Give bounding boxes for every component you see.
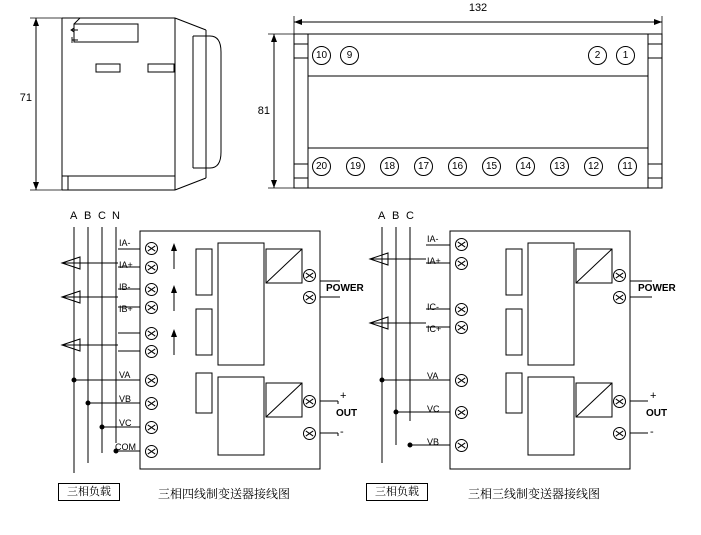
phase-label-b: B: [392, 210, 400, 222]
phase-label-c: C: [98, 210, 106, 222]
power-label: POWER: [638, 283, 676, 294]
diagram-caption-four-wire: 三相四线制变送器接线图: [158, 487, 291, 501]
screw-terminal[interactable]: [455, 374, 468, 387]
phase-label-b: B: [84, 210, 92, 222]
screw-terminal[interactable]: [145, 261, 158, 274]
screw-terminal[interactable]: [145, 374, 158, 387]
terminal-9[interactable]: 9: [340, 46, 359, 65]
terminal-2[interactable]: 2: [588, 46, 607, 65]
screw-terminal[interactable]: [613, 291, 626, 304]
screw-terminal[interactable]: [145, 345, 158, 358]
terminal-19[interactable]: 19: [346, 157, 365, 176]
output-label: OUT: [336, 408, 358, 419]
screw-terminal[interactable]: [455, 406, 468, 419]
terminal-label-ib-plus: IB+: [119, 304, 133, 314]
terminal-14[interactable]: 14: [516, 157, 535, 176]
terminal-10[interactable]: 10: [312, 46, 331, 65]
output-plus-sign: +: [340, 390, 347, 402]
terminal-13[interactable]: 13: [550, 157, 569, 176]
side-view-height-dim: 71: [19, 92, 32, 104]
screw-terminal[interactable]: [455, 257, 468, 270]
screw-terminal[interactable]: [145, 397, 158, 410]
terminal-label-ia-minus: IA-: [119, 238, 131, 248]
screw-terminal[interactable]: [303, 291, 316, 304]
load-label: 三相负载: [67, 485, 111, 498]
terminal-17[interactable]: 17: [414, 157, 433, 176]
screw-terminal[interactable]: [455, 321, 468, 334]
terminal-label-ib-minus: IB-: [119, 282, 131, 292]
output-minus-sign: -: [340, 426, 344, 438]
terminal-label-vc: VC: [119, 418, 132, 428]
load-label-box: [366, 483, 428, 501]
screw-terminal[interactable]: [613, 395, 626, 408]
screw-terminal[interactable]: [303, 427, 316, 440]
output-label: OUT: [646, 408, 668, 419]
terminal-label-vb: VB: [427, 437, 440, 447]
side-view: [0, 0, 270, 200]
load-label: 三相负载: [375, 485, 419, 498]
screw-terminal[interactable]: [145, 327, 158, 340]
output-plus-sign: +: [650, 390, 657, 402]
terminal-label-ia-plus: IA+: [119, 260, 133, 270]
terminal-label-vb: VB: [119, 394, 132, 404]
screw-terminal[interactable]: [455, 439, 468, 452]
front-view-width-dim: 132: [468, 2, 488, 14]
wiring-diagram-four-wire: [0, 205, 364, 535]
screw-terminal[interactable]: [303, 395, 316, 408]
terminal-1[interactable]: 1: [616, 46, 635, 65]
screw-terminal[interactable]: [145, 283, 158, 296]
terminal-label-va: VA: [119, 370, 131, 380]
terminal-label-va: VA: [427, 371, 439, 381]
screw-terminal[interactable]: [613, 269, 626, 282]
terminal-12[interactable]: 12: [584, 157, 603, 176]
terminal-16[interactable]: 16: [448, 157, 467, 176]
phase-label-n: N: [112, 210, 120, 222]
front-view: [257, 0, 701, 200]
power-label: POWER: [326, 283, 364, 294]
terminal-11[interactable]: 11: [618, 157, 637, 176]
terminal-label-ic-minus: IC-: [427, 302, 439, 312]
wiring-diagram-three-wire: [352, 205, 701, 535]
screw-terminal[interactable]: [145, 242, 158, 255]
terminal-15[interactable]: 15: [482, 157, 501, 176]
diagram-caption-three-wire: 三相三线制变送器接线图: [468, 487, 601, 501]
screw-terminal[interactable]: [145, 421, 158, 434]
front-view-height-dim: 81: [257, 105, 270, 117]
screw-terminal[interactable]: [613, 427, 626, 440]
terminal-20[interactable]: 20: [312, 157, 331, 176]
phase-label-a: A: [70, 210, 78, 222]
screw-terminal[interactable]: [145, 301, 158, 314]
load-label-box: [58, 483, 120, 501]
terminal-label-ia-plus: IA+: [427, 256, 441, 266]
terminal-label-vc: VC: [427, 404, 440, 414]
phase-label-c: C: [406, 210, 414, 222]
phase-label-a: A: [378, 210, 386, 222]
terminal-label-ic-plus: IC+: [427, 324, 442, 334]
terminal-label-com: COM: [115, 442, 136, 452]
screw-terminal[interactable]: [303, 269, 316, 282]
output-minus-sign: -: [650, 426, 654, 438]
terminal-label-ia-minus: IA-: [427, 234, 439, 244]
screw-terminal[interactable]: [455, 303, 468, 316]
screw-terminal[interactable]: [145, 445, 158, 458]
screw-terminal[interactable]: [455, 238, 468, 251]
terminal-18[interactable]: 18: [380, 157, 399, 176]
